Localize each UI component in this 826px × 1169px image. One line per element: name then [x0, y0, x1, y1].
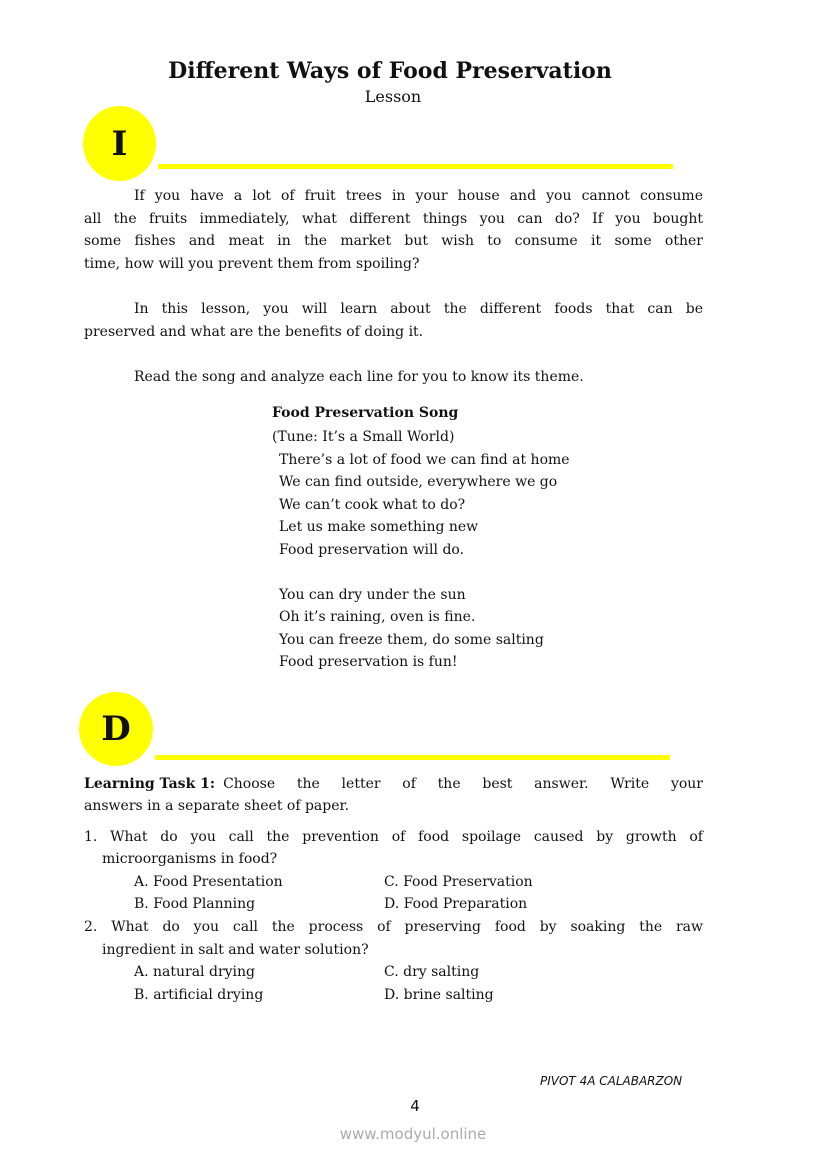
- song-line: You can dry under the sun: [279, 587, 466, 603]
- song-line: We can’t cook what to do?: [279, 497, 466, 513]
- song-title: Food Preservation Song: [272, 405, 459, 421]
- section-d-badge: D: [79, 692, 153, 766]
- intro-line: all the fruits immediately, what different things you can do? If you bought: [84, 211, 703, 227]
- song-line: We can find outside, everywhere we go: [279, 474, 558, 490]
- watermark: www.modyul.online: [339, 1125, 487, 1143]
- task-instruction-text: Choose the letter of the best answer. Write your: [223, 776, 703, 792]
- option-a: A. natural drying: [134, 964, 256, 980]
- song-line: There’s a lot of food we can find at home: [279, 452, 570, 468]
- footer-series: PIVOT 4A CALABARZON: [540, 1074, 683, 1088]
- intro-line: time, how will you prevent them from spoiling?: [84, 256, 420, 272]
- song-line: Oh it’s raining, oven is fine.: [279, 609, 476, 625]
- intro-line: some fishes and meat in the market but wish to consume it some other: [84, 233, 703, 249]
- option-d: D. brine salting: [384, 987, 494, 1003]
- song-tune: (Tune: It’s a Small World): [272, 429, 455, 445]
- page-title: Different Ways of Food Preservation: [168, 58, 612, 84]
- section-i-badge: I: [83, 106, 156, 181]
- option-c: C. dry salting: [384, 964, 480, 980]
- song-line: You can freeze them, do some salting: [279, 632, 544, 648]
- intro-line: preserved and what are the benefits of doing it.: [84, 324, 424, 340]
- section-i-underline: [158, 164, 673, 169]
- task-instruction: [84, 774, 703, 794]
- option-a: A. Food Presentation: [134, 874, 283, 890]
- option-d: D. Food Preparation: [384, 896, 528, 912]
- option-b: B. Food Planning: [134, 896, 256, 912]
- intro-line: In this lesson, you will learn about the different foods that can be: [134, 301, 703, 317]
- song-line: Food preservation will do.: [279, 542, 465, 558]
- intro-line: Read the song and analyze each line for you to know its theme.: [134, 369, 584, 385]
- page-subtitle: Lesson: [364, 87, 422, 106]
- question-2-cont: ingredient in salt and water solution?: [102, 942, 369, 958]
- intro-line: If you have a lot of fruit trees in your house and you cannot consume: [134, 188, 703, 204]
- song-line: Food preservation is fun!: [279, 654, 458, 670]
- question-1-cont: microorganisms in food?: [102, 851, 278, 867]
- page-number: 4: [410, 1097, 420, 1115]
- option-c: C. Food Preservation: [384, 874, 533, 890]
- question-2: 2. What do you call the process of preserving food by soaking the raw: [84, 919, 703, 935]
- task-label: Learning Task 1:: [84, 776, 216, 792]
- question-1: 1. What do you call the prevention of food spoilage caused by growth of: [84, 829, 703, 845]
- section-d-underline: [155, 755, 670, 760]
- option-b: B. artificial drying: [134, 987, 264, 1003]
- task-instruction-text: answers in a separate sheet of paper.: [84, 798, 350, 814]
- song-line: Let us make something new: [279, 519, 479, 535]
